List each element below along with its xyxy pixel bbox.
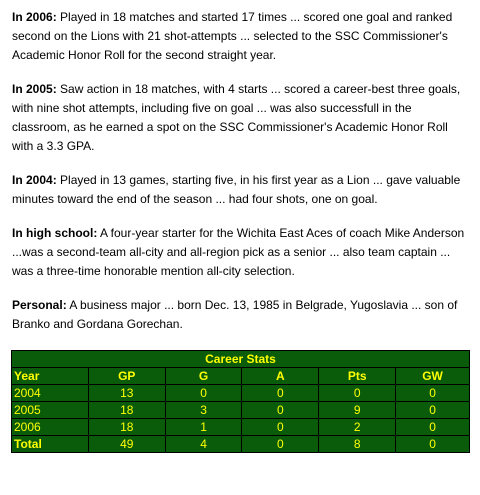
table-cell-a: 0	[242, 402, 319, 419]
column-header-gp: GP	[88, 368, 165, 385]
bio-paragraph-personal	[12, 296, 472, 334]
table-cell-gp: 49	[88, 436, 165, 453]
table-cell-pts: 2	[319, 419, 396, 436]
table-row	[12, 385, 470, 402]
table-cell-gw: 0	[396, 385, 470, 402]
table-cell-year: 2004	[12, 385, 89, 402]
bio-paragraph-high-school	[12, 224, 472, 281]
table-cell-pts: 9	[319, 402, 396, 419]
table-row-total	[12, 436, 470, 453]
table-cell-gp: 18	[88, 402, 165, 419]
bio-label-personal: Personal:	[12, 298, 67, 312]
bio-paragraph-2005	[12, 80, 472, 156]
bio-text-high-school: A four-year starter for the Wichita East Aces of coach Mike Anderson ...was a second-team all-city and all-region pick as a senior ... also team captain ... was a three-time honorable mention all-city selection.	[12, 226, 465, 278]
table-cell-a: 0	[242, 419, 319, 436]
bio-label-2006: In 2006:	[12, 10, 57, 24]
bio-label-2005: In 2005:	[12, 82, 57, 96]
column-header-pts: Pts	[319, 368, 396, 385]
table-cell-pts: 0	[319, 385, 396, 402]
table-cell-g: 1	[165, 419, 242, 436]
table-cell-gw: 0	[396, 436, 470, 453]
column-header-year: Year	[12, 368, 89, 385]
table-cell-g: 4	[165, 436, 242, 453]
table-cell-a: 0	[242, 436, 319, 453]
bio-text-2004: Played in 13 games, starting five, in his first year as a Lion ... gave valuable minutes toward the end of the season ... had four shots, one on goal.	[12, 173, 461, 206]
bio-text-2006: Played in 18 matches and started 17 times ... scored one goal and ranked second on the Lions with 21 shot-attempts ... selected to the SSC Commissioner's Academic Honor Roll for the second straight year.	[12, 10, 453, 62]
table-row	[12, 419, 470, 436]
table-cell-gp: 13	[88, 385, 165, 402]
career-stats-title: Career Stats	[12, 351, 470, 368]
table-cell-year: 2006	[12, 419, 89, 436]
table-cell-gp: 18	[88, 419, 165, 436]
column-header-a: A	[242, 368, 319, 385]
table-cell-g: 3	[165, 402, 242, 419]
table-cell-pts: 8	[319, 436, 396, 453]
table-cell-gw: 0	[396, 402, 470, 419]
bio-text-personal: A business major ... born Dec. 13, 1985 in Belgrade, Yugoslavia ... son of Branko and Gordana Gorechan.	[12, 298, 458, 331]
table-cell-g: 0	[165, 385, 242, 402]
career-stats-header-row	[12, 368, 470, 385]
table-cell-year: 2005	[12, 402, 89, 419]
career-stats-table	[11, 350, 470, 453]
bio-label-high-school: In high school:	[12, 226, 98, 240]
table-cell-year: Total	[12, 436, 89, 453]
bio-label-2004: In 2004:	[12, 173, 57, 187]
bio-paragraph-2006	[12, 8, 472, 65]
table-cell-a: 0	[242, 385, 319, 402]
table-row	[12, 402, 470, 419]
player-bio	[12, 8, 472, 349]
table-cell-gw: 0	[396, 419, 470, 436]
bio-text-2005: Saw action in 18 matches, with 4 starts ... scored a career-best three goals, with nine shot attempts, including five on goal ... was also successfull in the classroom, as he earned a spot on the SSC Commissioner's Academic Honor Roll with a 3.3 GPA.	[12, 82, 461, 153]
column-header-gw: GW	[396, 368, 470, 385]
bio-paragraph-2004	[12, 171, 472, 209]
column-header-g: G	[165, 368, 242, 385]
career-stats-title-row	[12, 351, 470, 368]
